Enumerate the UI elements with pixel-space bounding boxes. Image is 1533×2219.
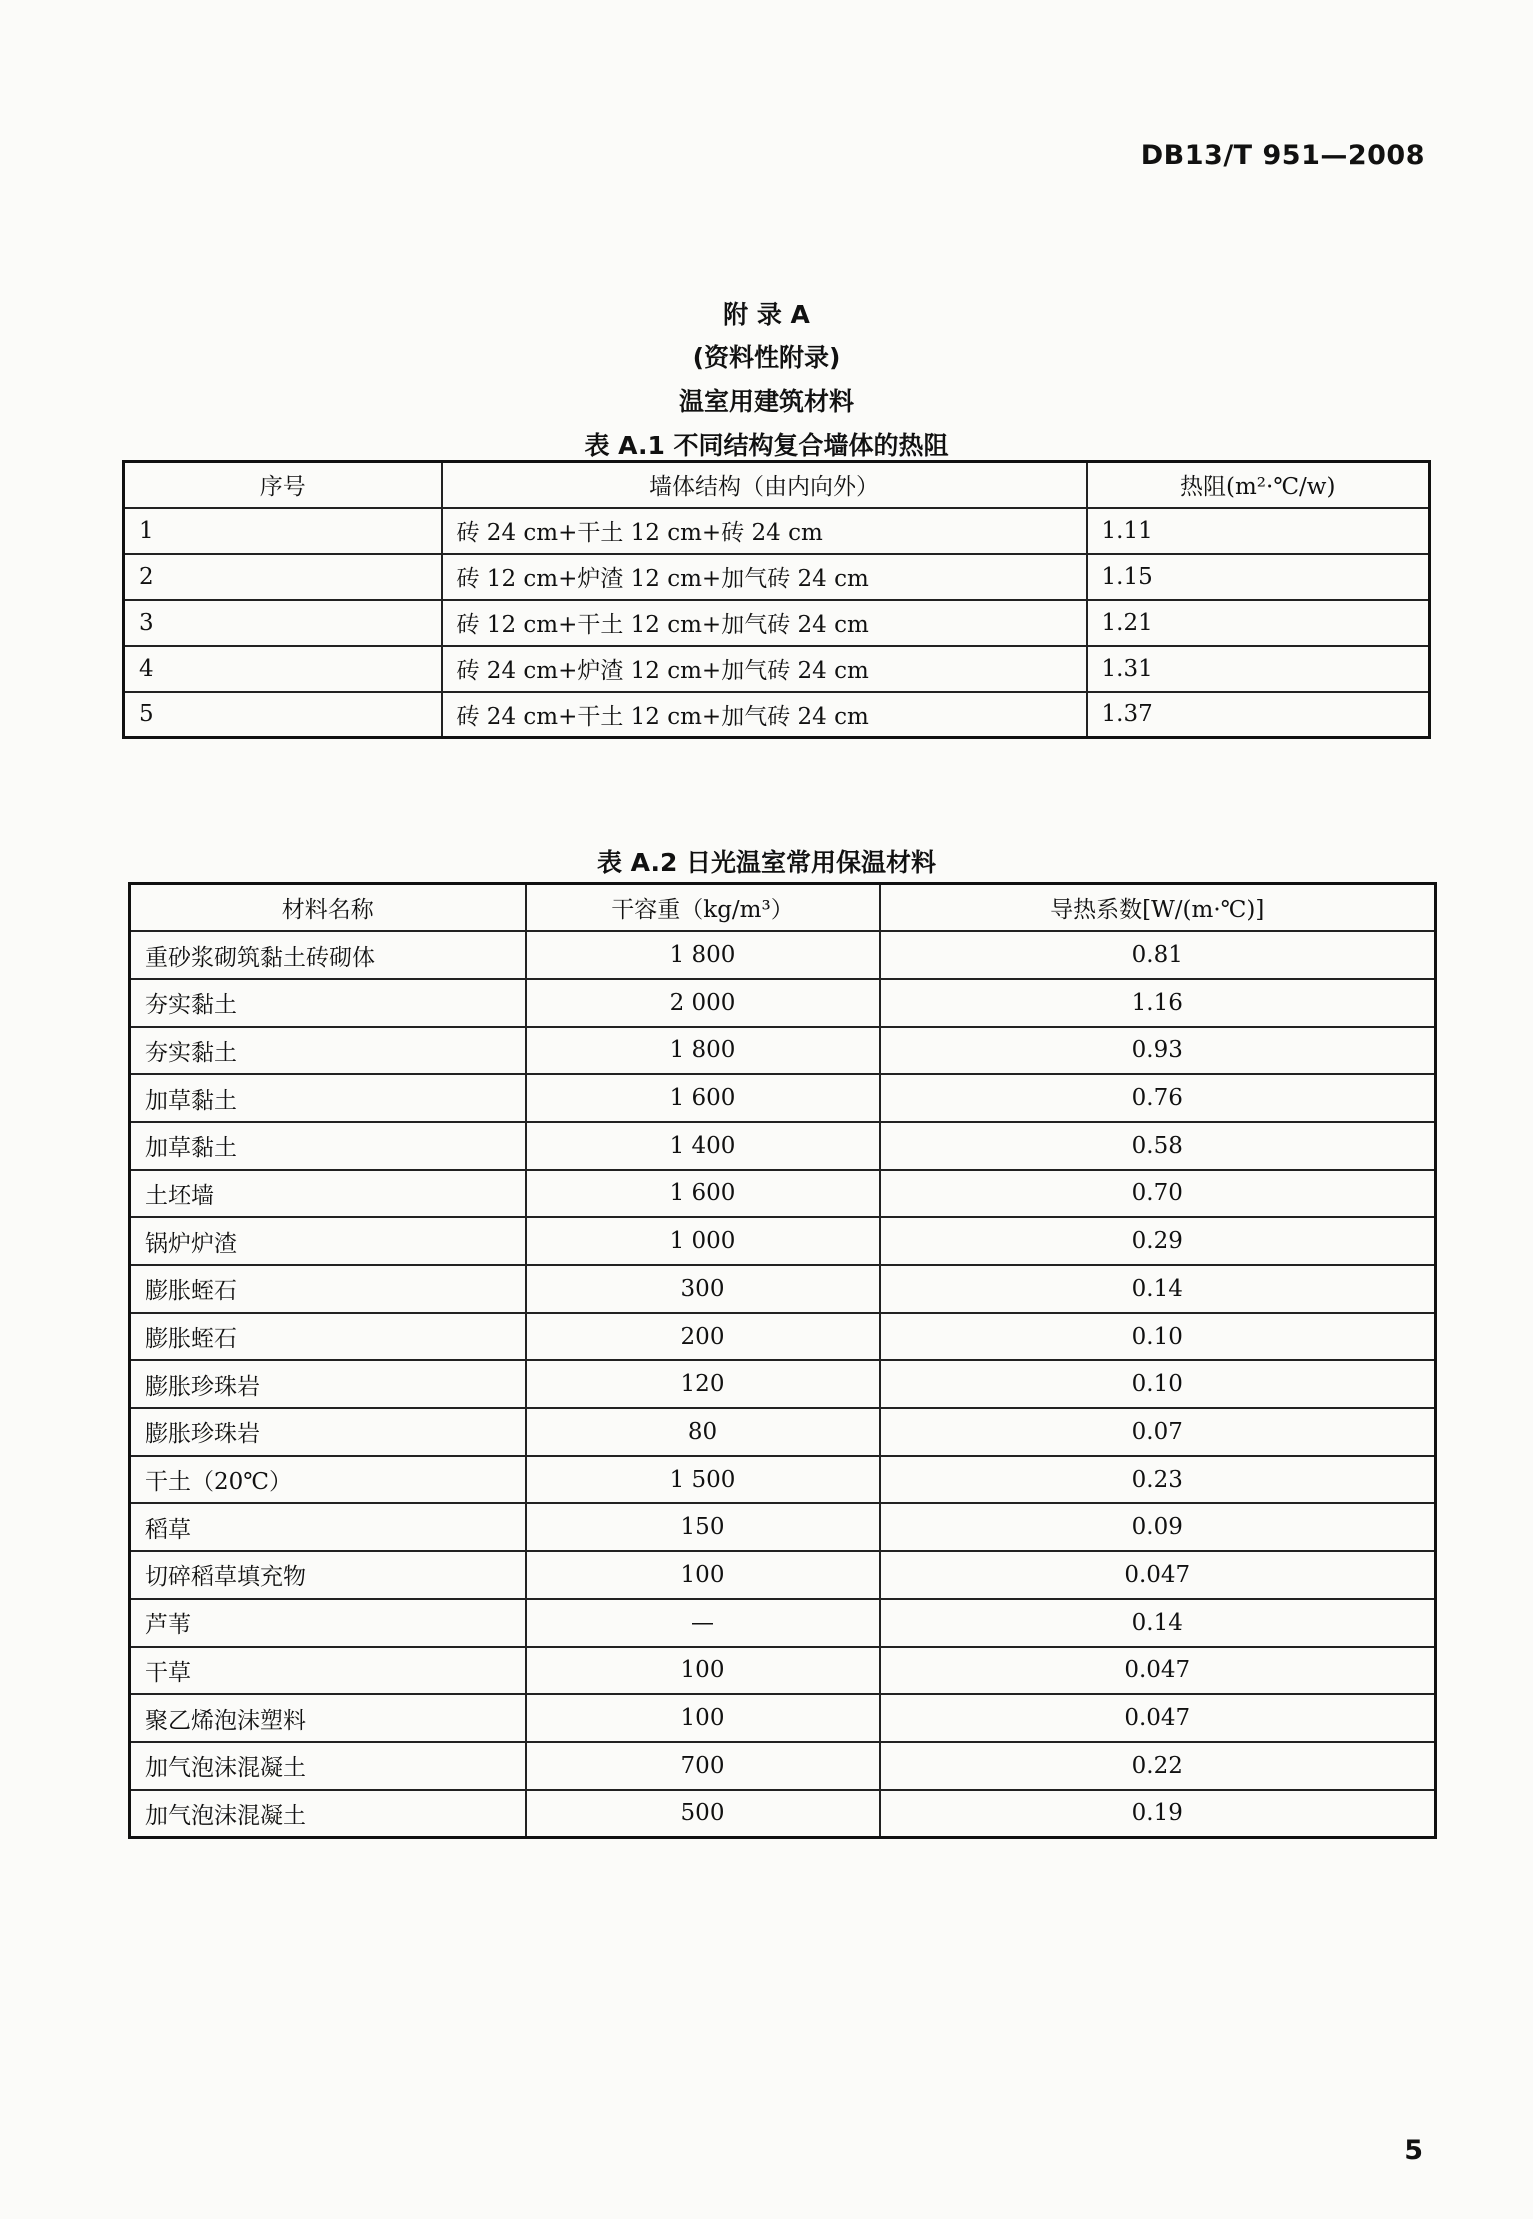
table-cell: 膨胀蛭石 (130, 1313, 526, 1361)
table-cell: 200 (526, 1313, 880, 1361)
table-cell: 聚乙烯泡沫塑料 (130, 1694, 526, 1742)
table2-caption: 表 A.2 日光温室常用保温材料 (596, 848, 937, 877)
table-cell: 稻草 (130, 1503, 526, 1551)
table-cell: 锅炉炉渣 (130, 1217, 526, 1265)
table-cell: 加气泡沫混凝土 (130, 1790, 526, 1838)
table-cell: 1.37 (1087, 692, 1430, 738)
table-cell: 0.22 (880, 1742, 1436, 1790)
table-row (130, 1647, 1436, 1695)
table-cell: 100 (526, 1551, 880, 1599)
table-cell: 1 800 (526, 931, 880, 979)
table-cell: 0.047 (880, 1694, 1436, 1742)
table-cell: 0.76 (880, 1074, 1436, 1122)
table-cell: 1.21 (1087, 600, 1430, 646)
table-cell: 1.15 (1087, 554, 1430, 600)
table-cell: 加气泡沫混凝土 (130, 1742, 526, 1790)
table-row (130, 1170, 1436, 1218)
appendix-subtitle: (资料性附录) (692, 343, 841, 372)
appendix-heading: 温室用建筑材料 (678, 387, 854, 416)
table-cell: 4 (124, 646, 442, 692)
table-row (130, 1694, 1436, 1742)
table-cell: 1 600 (526, 1074, 880, 1122)
table-header-row (130, 884, 1436, 932)
table-cell: 3 (124, 600, 442, 646)
table1-caption: 表 A.1 不同结构复合墙体的热阻 (584, 431, 949, 460)
table-cell: 土坯墙 (130, 1170, 526, 1218)
table-cell: 2 000 (526, 979, 880, 1027)
table-cell: 100 (526, 1694, 880, 1742)
table-row (124, 508, 1430, 554)
table-cell: — (526, 1599, 880, 1647)
table-row (130, 1313, 1436, 1361)
table-row (130, 979, 1436, 1027)
appendix-title: 附 录 A (723, 300, 810, 329)
table-cell: 1 800 (526, 1027, 880, 1075)
table-cell: 0.93 (880, 1027, 1436, 1075)
table-row (124, 646, 1430, 692)
table-cell: 80 (526, 1408, 880, 1456)
table-cell: 0.14 (880, 1599, 1436, 1647)
table-cell: 0.29 (880, 1217, 1436, 1265)
table-cell: 150 (526, 1503, 880, 1551)
table-cell: 0.07 (880, 1408, 1436, 1456)
table-cell: 砖 24 cm+干土 12 cm+砖 24 cm (442, 508, 1087, 554)
table-cell: 1.16 (880, 979, 1436, 1027)
table-row (124, 600, 1430, 646)
insulation-materials-table (128, 882, 1437, 1839)
table-row (130, 1599, 1436, 1647)
table-cell: 加草黏土 (130, 1122, 526, 1170)
table-cell: 膨胀蛭石 (130, 1265, 526, 1313)
table-row (130, 1360, 1436, 1408)
table-cell: 1.11 (1087, 508, 1430, 554)
column-header: 热阻(m²·℃/w) (1087, 462, 1430, 508)
table-row (130, 1217, 1436, 1265)
table-row (130, 1408, 1436, 1456)
column-header: 墙体结构（由内向外） (442, 462, 1087, 508)
table-row (130, 1503, 1436, 1551)
page-number: 5 (1404, 2135, 1423, 2166)
table-cell: 1.31 (1087, 646, 1430, 692)
table-row (130, 1074, 1436, 1122)
table-cell: 0.047 (880, 1647, 1436, 1695)
table-cell: 0.19 (880, 1790, 1436, 1838)
table-cell: 夯实黏土 (130, 1027, 526, 1075)
table-row (130, 1790, 1436, 1838)
table-cell: 干土（20℃） (130, 1456, 526, 1504)
table-row (124, 554, 1430, 600)
table-cell: 加草黏土 (130, 1074, 526, 1122)
table-cell: 膨胀珍珠岩 (130, 1408, 526, 1456)
table-cell: 1 600 (526, 1170, 880, 1218)
table-row (130, 1551, 1436, 1599)
table-cell: 0.23 (880, 1456, 1436, 1504)
table-cell: 0.81 (880, 931, 1436, 979)
table-cell: 0.58 (880, 1122, 1436, 1170)
table-cell: 砖 24 cm+炉渣 12 cm+加气砖 24 cm (442, 646, 1087, 692)
table-cell: 500 (526, 1790, 880, 1838)
table-cell: 重砂浆砌筑黏土砖砌体 (130, 931, 526, 979)
table-cell: 砖 12 cm+炉渣 12 cm+加气砖 24 cm (442, 554, 1087, 600)
table-cell: 700 (526, 1742, 880, 1790)
table-cell: 干草 (130, 1647, 526, 1695)
table-cell: 1 500 (526, 1456, 880, 1504)
table-row (130, 1456, 1436, 1504)
table-cell: 切碎稻草填充物 (130, 1551, 526, 1599)
table-row (130, 1742, 1436, 1790)
table-cell: 300 (526, 1265, 880, 1313)
table-cell: 1 (124, 508, 442, 554)
column-header: 导热系数[W/(m·℃)] (880, 884, 1436, 932)
column-header: 序号 (124, 462, 442, 508)
table-cell: 膨胀珍珠岩 (130, 1360, 526, 1408)
table-cell: 1 000 (526, 1217, 880, 1265)
table-cell: 夯实黏土 (130, 979, 526, 1027)
table-cell: 0.70 (880, 1170, 1436, 1218)
table-row (130, 1122, 1436, 1170)
table-cell: 0.10 (880, 1360, 1436, 1408)
table-row (130, 1265, 1436, 1313)
standard-number: DB13/T 951—2008 (1140, 140, 1425, 171)
table-cell: 芦苇 (130, 1599, 526, 1647)
table-cell: 120 (526, 1360, 880, 1408)
table-header-row (124, 462, 1430, 508)
table-cell: 0.09 (880, 1503, 1436, 1551)
table-cell: 5 (124, 692, 442, 738)
table-cell: 0.14 (880, 1265, 1436, 1313)
table-cell: 0.10 (880, 1313, 1436, 1361)
table-cell: 0.047 (880, 1551, 1436, 1599)
table-cell: 砖 12 cm+干土 12 cm+加气砖 24 cm (442, 600, 1087, 646)
table-cell: 100 (526, 1647, 880, 1695)
column-header: 材料名称 (130, 884, 526, 932)
thermal-resistance-table (122, 460, 1431, 739)
table-row (130, 1027, 1436, 1075)
column-header: 干容重（kg/m³） (526, 884, 880, 932)
table-cell: 1 400 (526, 1122, 880, 1170)
table-row (130, 931, 1436, 979)
table-cell: 砖 24 cm+干土 12 cm+加气砖 24 cm (442, 692, 1087, 738)
table-row (124, 692, 1430, 738)
table-cell: 2 (124, 554, 442, 600)
